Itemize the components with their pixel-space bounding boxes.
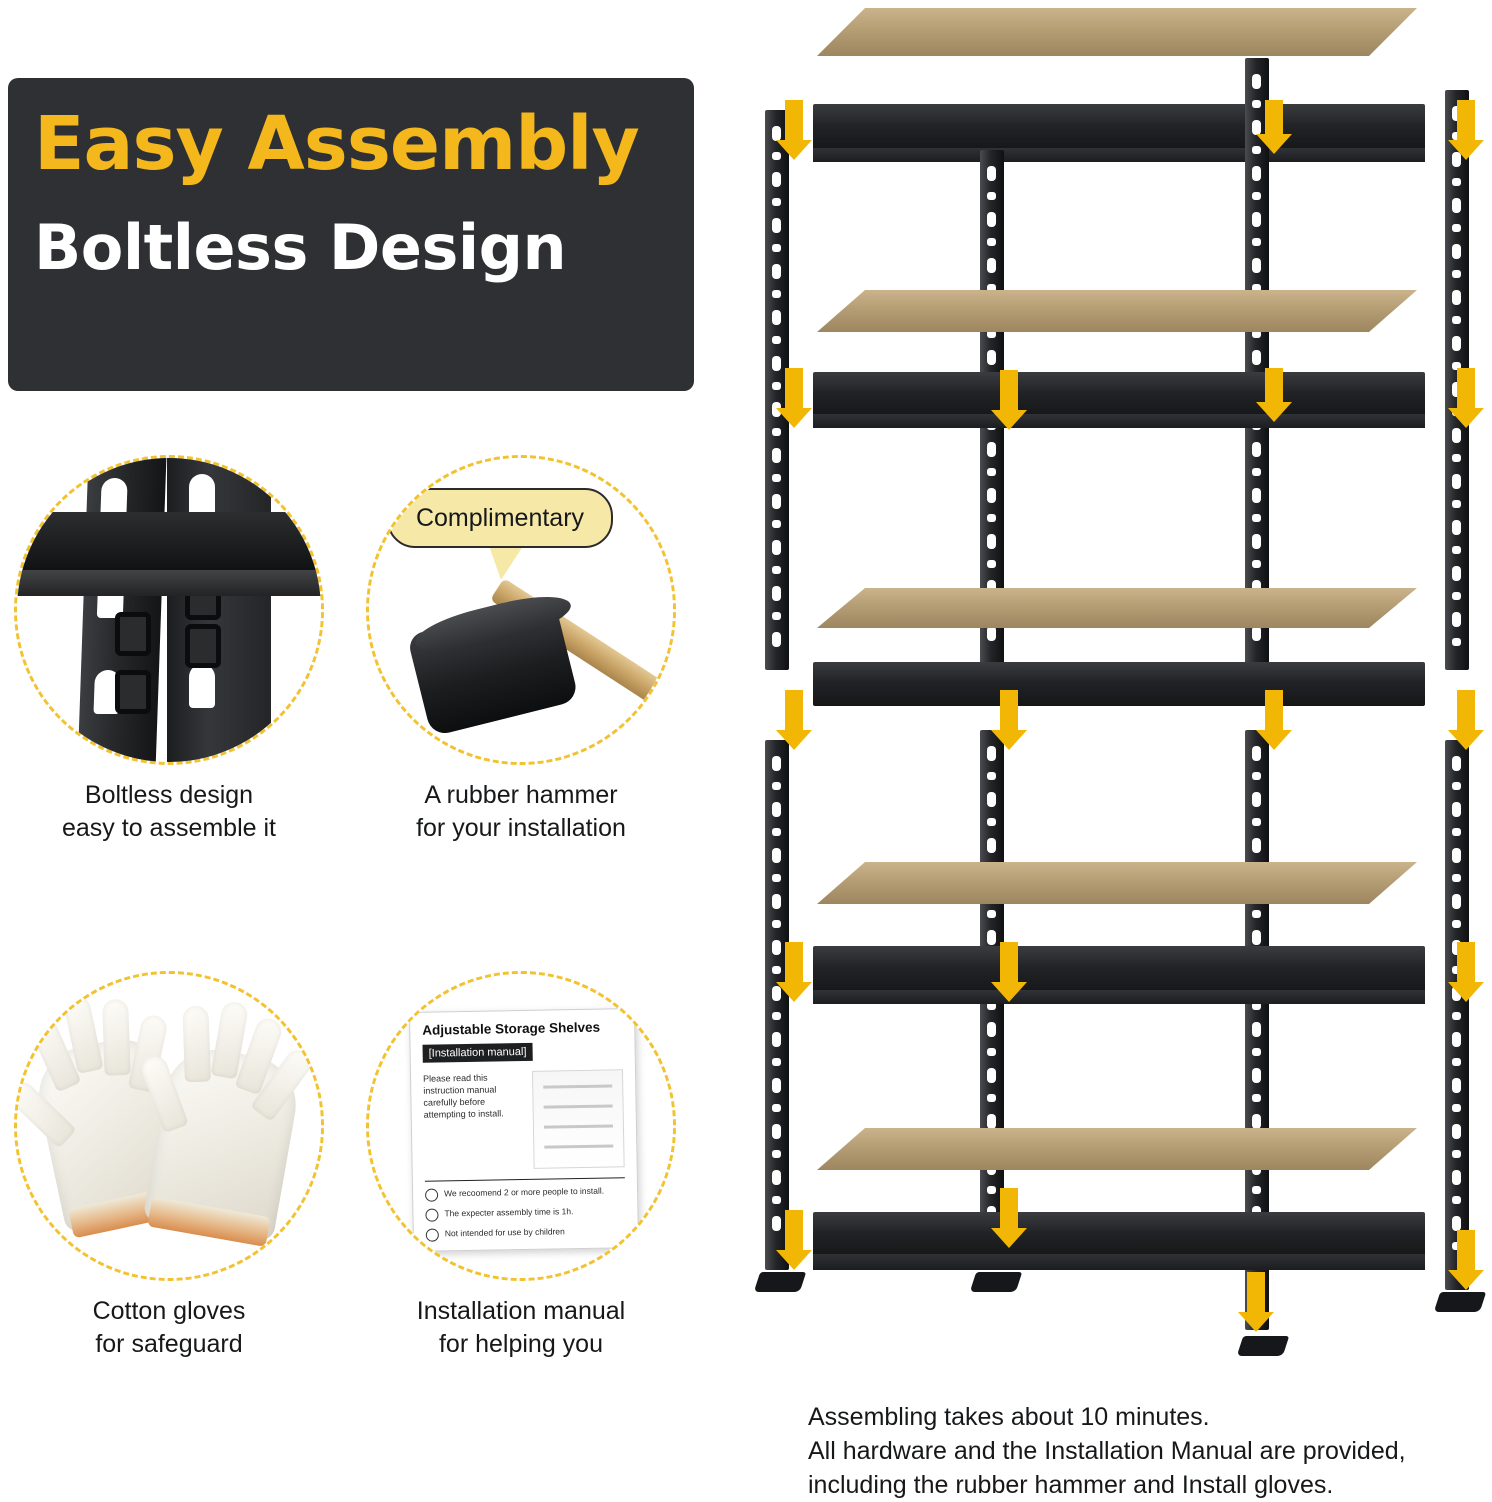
manual-subtitle: [Installation manual] (422, 1043, 532, 1063)
bracket-hook (115, 670, 151, 714)
manual-title: Adjustable Storage Shelves (422, 1019, 601, 1038)
feature-boltless-caption: Boltless design easy to assemble it (62, 781, 276, 842)
boltless-bracket-illustration (17, 458, 321, 762)
warning-icon (426, 1229, 439, 1242)
assembly-arrow-down (1265, 690, 1283, 732)
shelf-board (817, 862, 1417, 904)
headline-banner (8, 78, 694, 391)
assembly-arrow-down (1457, 690, 1475, 732)
base-beam-front (813, 1254, 1425, 1270)
post-foot (1434, 1292, 1486, 1312)
installation-manual-illustration (369, 974, 673, 1278)
complimentary-badge: Complimentary (387, 488, 613, 548)
feature-gloves-caption: Cotton gloves for safeguard (92, 1297, 246, 1358)
assembly-note (808, 1400, 1488, 1502)
assembly-note-line3: including the rubber hammer and Install gloves. (808, 1471, 1334, 1499)
base-beam (813, 1212, 1425, 1258)
bracket-hook (115, 612, 151, 656)
assembly-arrow-down (1457, 1230, 1475, 1272)
manual-page (409, 1008, 639, 1252)
feature-manual (356, 971, 686, 1361)
bracket-post-right (167, 455, 271, 765)
feature-gloves-image (14, 971, 324, 1281)
manual-body-text: Please read this instruction manual carefully before attempting to install. (423, 1072, 504, 1120)
post-foot (970, 1272, 1022, 1292)
manual-note-time: The expecter assembly time is 1h. (425, 1204, 625, 1221)
clock-icon (425, 1209, 438, 1222)
rubber-hammer-illustration (369, 458, 673, 762)
assembly-arrow-down (1457, 942, 1475, 984)
shelf-beam (813, 946, 1425, 994)
manual-note-people: We recoomend 2 or more people to install. (425, 1184, 625, 1201)
assembly-arrow-down (1265, 368, 1283, 404)
assembly-arrow-down (785, 942, 803, 984)
bracket-beam (17, 512, 324, 572)
shelf-board (817, 290, 1417, 332)
assembly-arrow-down (785, 368, 803, 410)
assembly-arrow-down (1000, 690, 1018, 732)
feature-hammer (356, 455, 686, 845)
assembly-arrow-down (1265, 100, 1283, 136)
assembly-arrow-down (1457, 100, 1475, 142)
feature-hammer-image (366, 455, 676, 765)
assembly-arrow-down (785, 100, 803, 142)
assembly-arrow-down (1000, 1188, 1018, 1230)
glove-right (142, 1042, 303, 1242)
feature-grid (0, 455, 720, 1415)
manual-diagram-thumb (532, 1069, 625, 1169)
headline-primary: Easy Assembly (34, 101, 639, 187)
feature-gloves (4, 971, 334, 1361)
feature-manual-caption: Installation manual for helping you (416, 1297, 626, 1358)
manual-divider (425, 1177, 625, 1181)
feature-boltless-image (14, 455, 324, 765)
shelf-beam (813, 104, 1425, 152)
people-icon (425, 1189, 438, 1202)
assembly-arrow-down (1457, 368, 1475, 410)
assembly-note-line1: Assembling takes about 10 minutes. (808, 1403, 1210, 1431)
upright-post (1445, 740, 1469, 1290)
assembly-arrow-down (1000, 370, 1018, 412)
cotton-gloves-illustration (17, 974, 321, 1278)
shelf-board (817, 1128, 1417, 1170)
assembly-arrow-down (785, 1210, 803, 1252)
headline-secondary: Boltless Design (34, 211, 567, 284)
shelf-beam-front (813, 148, 1425, 162)
manual-note-children: Not intended for use by children (426, 1224, 626, 1241)
post-foot (1237, 1336, 1289, 1356)
bracket-post-left (77, 455, 167, 765)
shelf-beam (813, 662, 1425, 706)
feature-hammer-caption: A rubber hammer for your installation (416, 781, 626, 842)
assembly-note-line2: All hardware and the Installation Manual are provided, (808, 1437, 1406, 1465)
post-foot (754, 1272, 806, 1292)
shelf-board (817, 8, 1417, 56)
upright-post (765, 740, 789, 1270)
shelf-board (817, 588, 1417, 628)
assembly-arrow-down (785, 690, 803, 732)
assembly-arrow-down (1247, 1272, 1265, 1314)
shelf-beam-front (813, 414, 1425, 428)
exploded-assembly-diagram (735, 0, 1492, 1390)
assembly-arrow-down (1000, 942, 1018, 984)
feature-manual-image (366, 971, 676, 1281)
bracket-beam-lip (17, 570, 324, 596)
shelf-beam (813, 372, 1425, 418)
feature-boltless (4, 455, 334, 845)
shelf-beam-front (813, 990, 1425, 1004)
